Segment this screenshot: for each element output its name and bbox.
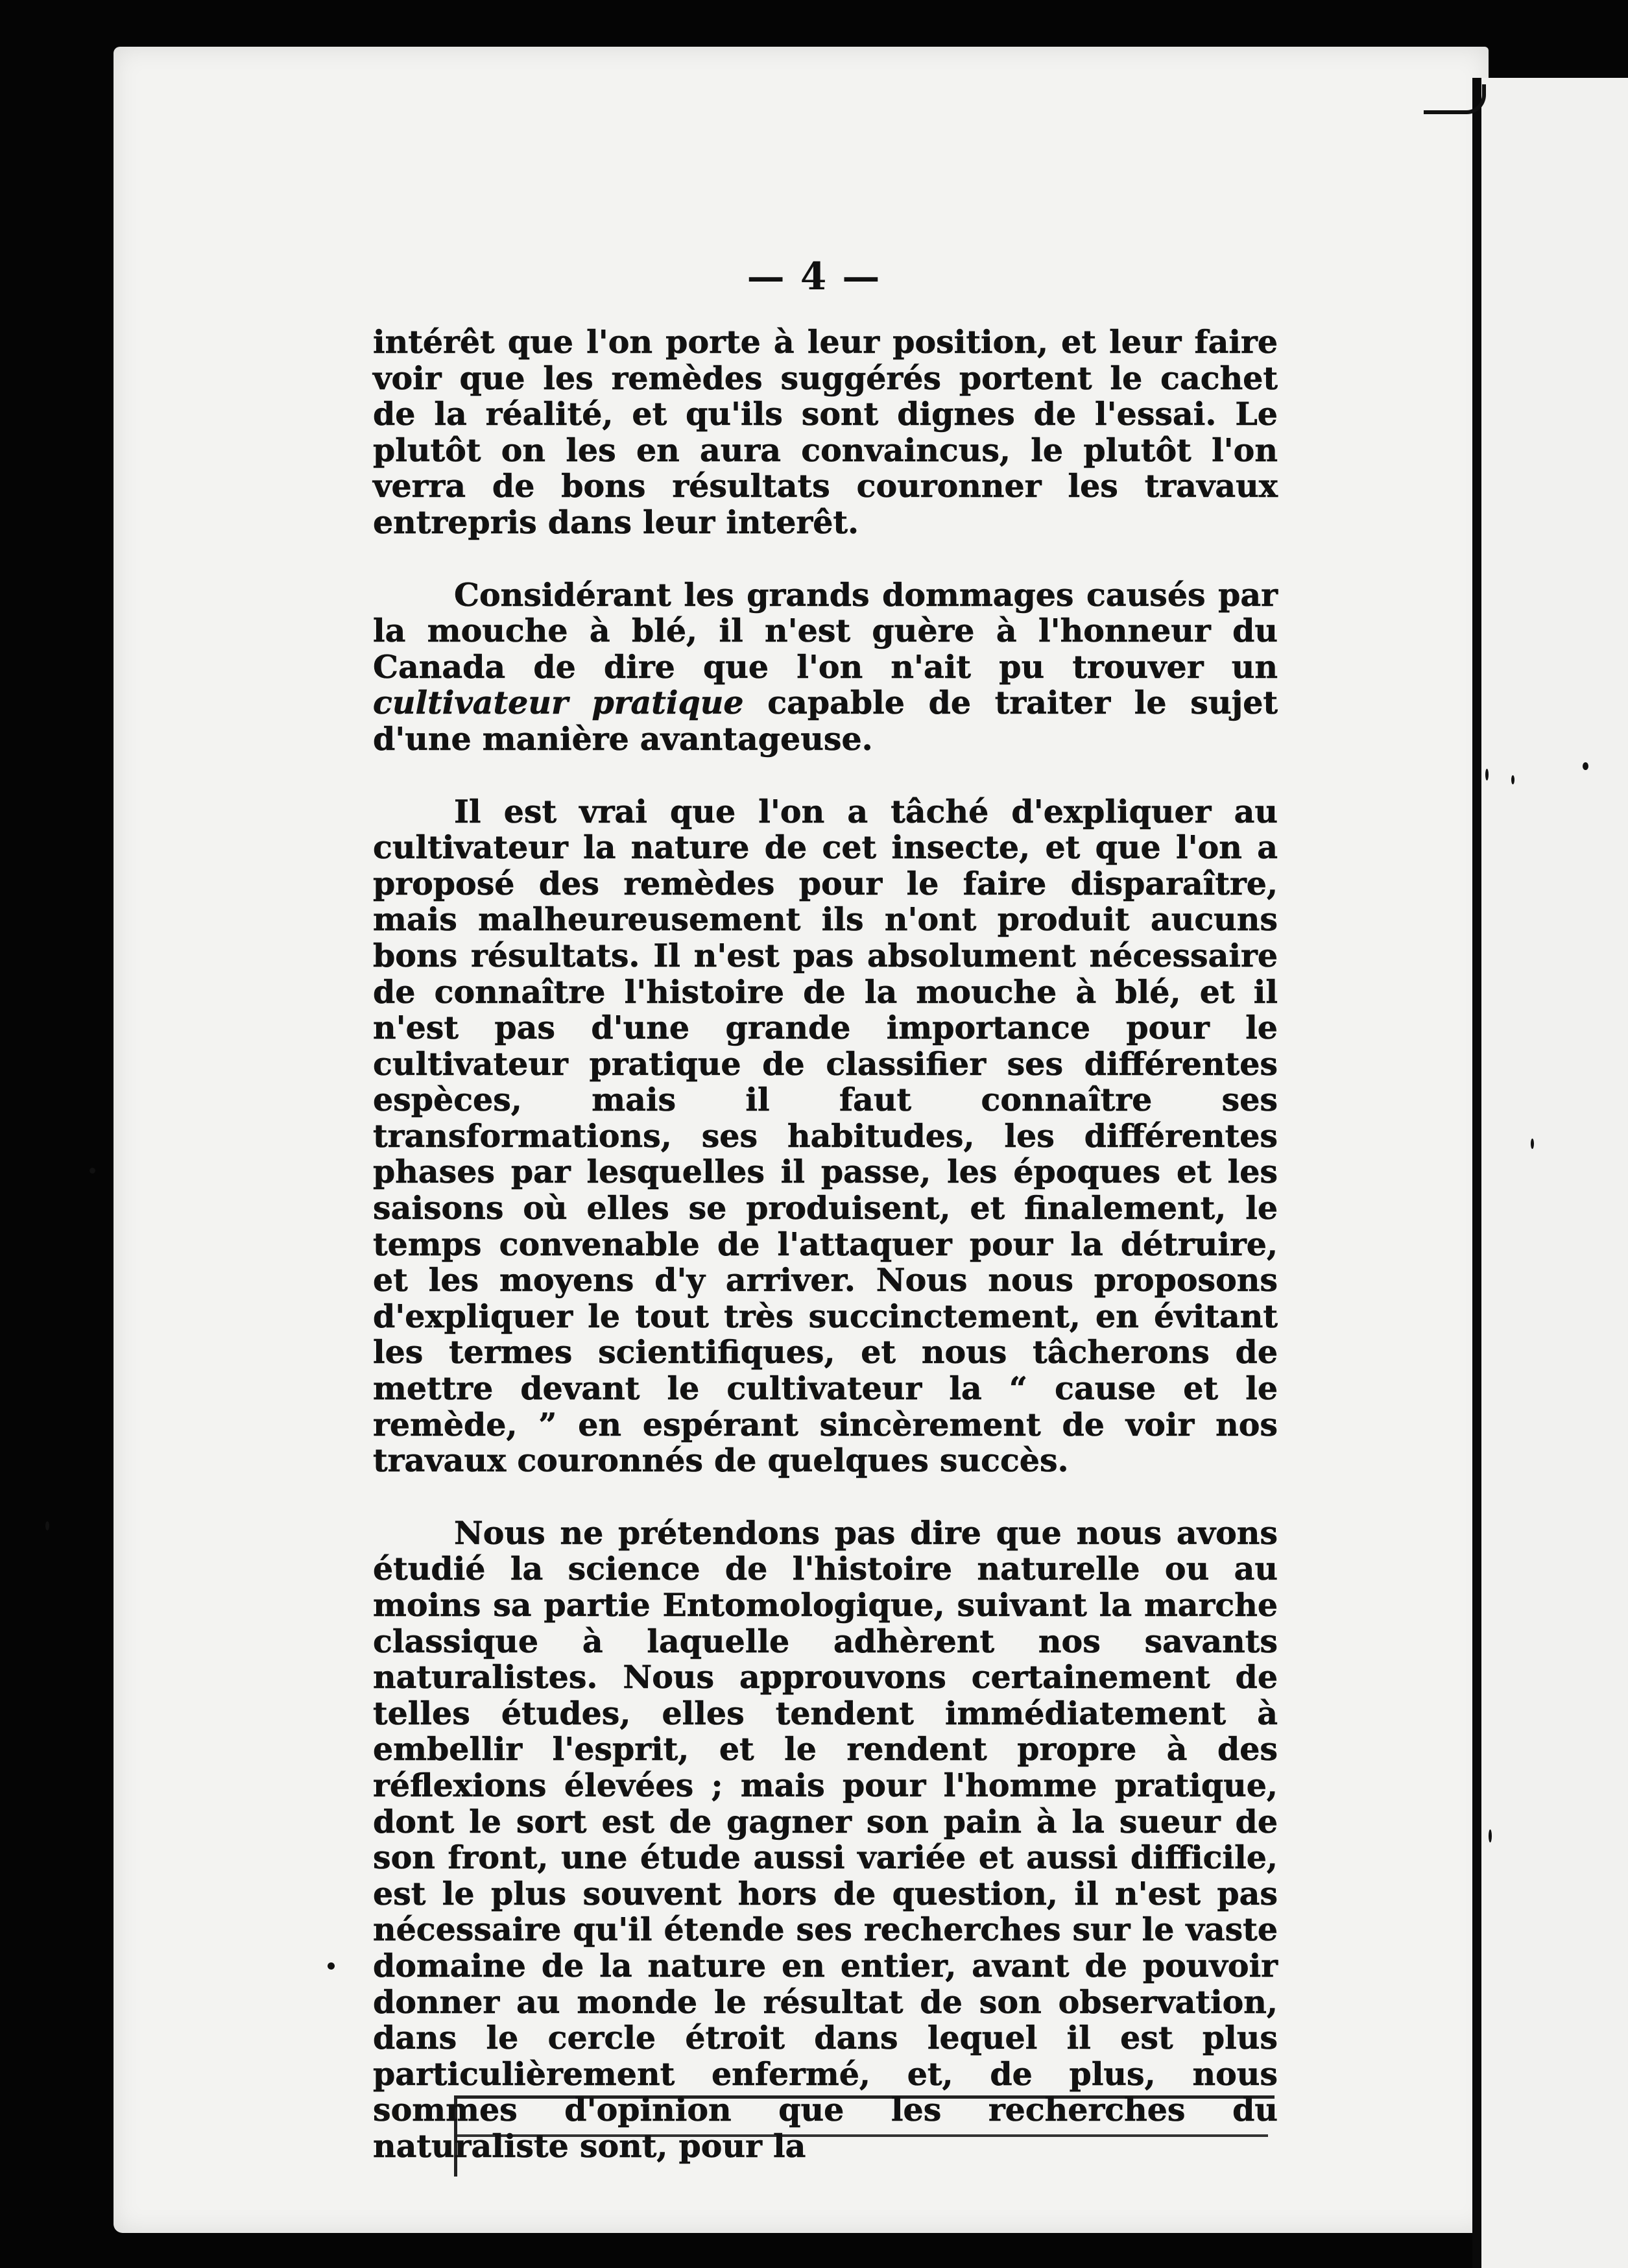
paragraph-2-start: Considérant les grands dommages causés par la mouche à blé, il n'est guère à l'honneur du Canada de dire que l'on n'ait pu trouver un (373, 575, 1278, 686)
ink-speck (328, 1962, 335, 1970)
ink-speck (1511, 775, 1514, 784)
page-fold-mark (1424, 84, 1486, 114)
paragraph-2-end: capable de traiter le sujet d'une manière avantageuse. (373, 684, 1278, 758)
paragraph-4: Nous ne prétendons pas dire que nous avons étudié la science de l'histoire naturelle ou au moins sa partie Entomologique, suivant la marche classique à laquelle adhèrent nos savants naturalistes. Nous approuvons certainement de telles études, elles tendent immédiatement à embellir l'esprit, et le rendent propre à des réflexions élevées ; mais pour l'homme pratique, dont le sort est de gagner son pain à la sueur de son front, une étude aussi variée et aussi difficile, est le plus souvent hors de question, il n'est pas nécessaire qu'il étende ses recherches sur le vaste domaine de la nature en entier, avant de pouvoir donner au monde le résultat de son observation, dans le cercle étroit dans lequel il est plus particulièrement enfermé, et, de plus, nous sommes d'opinion que les recherches du naturaliste sont, pour la (373, 1514, 1278, 2165)
ink-speck (1583, 762, 1588, 770)
adjacent-page-edge (1472, 78, 1628, 2268)
ink-speck (90, 1168, 95, 1174)
paragraph-3: Il est vrai que l'on a tâché d'expliquer au cultivateur la nature de cet insecte, et que l'on a proposé des remèdes pour le faire disparaître, mais malheureusement ils n'ont produit aucuns bons résultats. Il n'est pas absolument nécessaire de connaître l'histoire de la mouche à blé, et il n'est pas d'une grande importance pour le cultivateur pratique de classifier ses différentes espèces, mais il faut connaître ses transformations, ses habitudes, les différentes phases par lesquelles il passe, les époques et les saisons où elles se produisent, et finalement, le temps convenable de l'attaquer pour la détruire, et les moyens d'y arriver. Nous nous proposons d'expliquer le tout très succinctement, en évitant les termes scientifiques, et nous tâcherons de mettre devant le cultivateur la “ cause et le remède, ” en espérant sincèrement de voir nos travaux couronnés de quelques succès. (373, 792, 1278, 1480)
italic-term: cultivateur pratique (373, 684, 744, 722)
ink-speck (1485, 769, 1489, 780)
ink-speck (1531, 1139, 1534, 1149)
paragraph-1: intérêt que l'on porte à leur position, et leur faire voir que les remèdes suggérés portent le cachet de la réalité, et qu'ils sont dignes de l'essai. Le plutôt on les en aura convaincus, le plutôt l'on verra de bons résultats couronner les travaux entrepris dans leur interêt. (373, 323, 1278, 541)
paragraph-2 (373, 577, 1278, 758)
ink-speck (45, 1521, 49, 1530)
body-text (373, 324, 1278, 2165)
ink-speck (1489, 1829, 1492, 1842)
page-number: — 4 — (747, 254, 881, 298)
